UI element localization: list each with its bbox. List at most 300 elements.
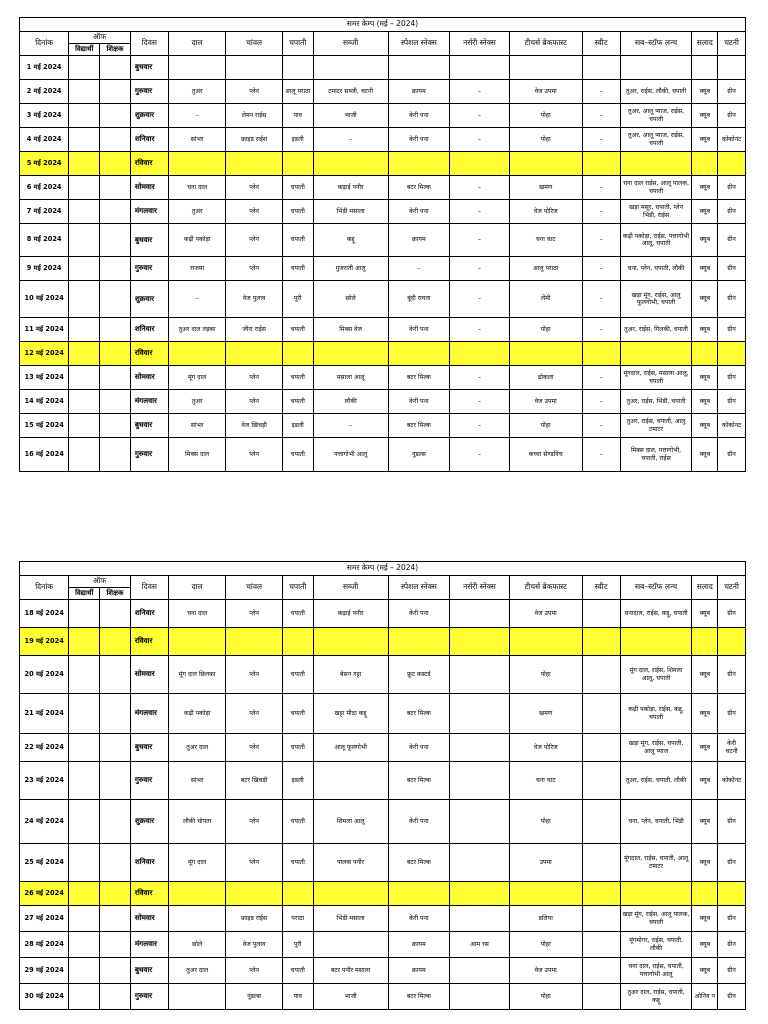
cell-chutney: ग्रीन <box>718 257 746 281</box>
header-date: दिनांक <box>20 32 69 56</box>
cell-salad: क्यूब <box>692 438 718 472</box>
cell-date: 5 मई 2024 <box>20 152 69 176</box>
cell-nursery <box>450 656 510 694</box>
header-dal: दाल <box>168 32 226 56</box>
cell-nursery: – <box>450 176 510 200</box>
cell-date: 10 मई 2024 <box>20 281 69 318</box>
cell-chapati: चपाती <box>282 600 313 628</box>
cell-chutney <box>718 56 746 80</box>
cell-special: नूडल्स <box>388 438 450 472</box>
cell-chapati: पाव <box>282 984 313 1010</box>
cell-lunch <box>620 342 692 366</box>
table-row <box>20 438 746 472</box>
cell-salad: क्यूब <box>692 281 718 318</box>
header-sweet: स्वीट <box>582 32 620 56</box>
off-teacher-cell <box>100 257 131 281</box>
cell-chawal <box>226 628 282 656</box>
off-student-cell <box>69 224 100 257</box>
cell-lunch: मूंग दाल, राईस, शिमला आलू, चपाती <box>620 656 692 694</box>
cell-day: मंगलवार <box>130 390 168 414</box>
cell-salad: क्यूब <box>692 762 718 800</box>
cell-day: रविवार <box>130 882 168 906</box>
cell-lunch: चनादाल, राईस, कद्दू, चपाती <box>620 600 692 628</box>
cell-breakfast: पोहा <box>509 656 582 694</box>
off-teacher-cell <box>100 414 131 438</box>
cell-sweet: – <box>582 318 620 342</box>
header-staff-lunch: सब–स्टॉफ लन्च <box>620 32 692 56</box>
cell-nursery <box>450 762 510 800</box>
cell-chapati: पूरी <box>282 281 313 318</box>
cell-chapati: चपाती <box>282 176 313 200</box>
cell-chutney: ग्रीन <box>718 984 746 1010</box>
title-row <box>20 562 746 576</box>
table-row <box>20 104 746 128</box>
cell-breakfast <box>509 56 582 80</box>
cell-dal <box>168 342 226 366</box>
cell-day: सोमवार <box>130 906 168 932</box>
cell-date: 7 मई 2024 <box>20 200 69 224</box>
off-teacher-cell <box>100 762 131 800</box>
header-row <box>20 576 746 588</box>
cell-special: केरी पना <box>388 318 450 342</box>
cell-breakfast: पोहा <box>509 800 582 844</box>
cell-day: शनिवार <box>130 844 168 882</box>
cell-date: 22 मई 2024 <box>20 734 69 762</box>
cell-lunch: तुअर, राईस, गिलकी, चपाती <box>620 318 692 342</box>
cell-chawal: प्लेन <box>226 366 282 390</box>
cell-chutney: ग्रीन <box>718 906 746 932</box>
cell-salad: क्यूब <box>692 694 718 734</box>
cell-nursery: – <box>450 414 510 438</box>
off-teacher-cell <box>100 152 131 176</box>
off-teacher-cell <box>100 984 131 1010</box>
cell-special: केरी पना <box>388 734 450 762</box>
off-student-cell <box>69 281 100 318</box>
cell-chutney: ग्रीन <box>718 366 746 390</box>
table-row <box>20 762 746 800</box>
cell-breakfast: वेज उपमा <box>509 958 582 984</box>
cell-day: मंगलवार <box>130 694 168 734</box>
cell-special: बटर मिल्क <box>388 762 450 800</box>
table-row <box>20 176 746 200</box>
cell-lunch: मूंगमोगर, राईस, चपाती, लौकी <box>620 932 692 958</box>
cell-chapati: चपाती <box>282 318 313 342</box>
header-nursery-snacks: नर्सरी स्नेक्स <box>450 32 510 56</box>
off-student-cell <box>69 390 100 414</box>
table-row <box>20 366 746 390</box>
cell-day: सोमवार <box>130 656 168 694</box>
cell-breakfast: वेज उपमा <box>509 600 582 628</box>
header-nursery-snacks: नर्सरी स्नेक्स <box>450 576 510 600</box>
cell-lunch <box>620 882 692 906</box>
cell-breakfast: आलु पराठा <box>509 257 582 281</box>
off-student-cell <box>69 600 100 628</box>
cell-chawal: प्लेन <box>226 176 282 200</box>
cell-dal: मिक्स दाल <box>168 438 226 472</box>
cell-chawal: प्लेन <box>226 80 282 104</box>
cell-salad <box>692 342 718 366</box>
cell-day: गुरुवार <box>130 257 168 281</box>
cell-special: बटर मिल्क <box>388 366 450 390</box>
off-teacher-cell <box>100 734 131 762</box>
cell-sabji: टमाटर सब्जी, चटनी <box>313 80 388 104</box>
cell-nursery: – <box>450 224 510 257</box>
cell-sabji <box>313 762 388 800</box>
off-student-cell <box>69 694 100 734</box>
cell-chapati: चपाती <box>282 224 313 257</box>
cell-date: 16 मई 2024 <box>20 438 69 472</box>
cell-salad: क्यूब <box>692 176 718 200</box>
cell-day: गुरुवार <box>130 984 168 1010</box>
cell-sweet <box>582 958 620 984</box>
cell-salad: क्यूब <box>692 844 718 882</box>
cell-chawal: प्लेन <box>226 694 282 734</box>
cell-nursery: – <box>450 104 510 128</box>
cell-salad: क्यूब <box>692 80 718 104</box>
cell-salad: क्यूब <box>692 656 718 694</box>
off-teacher-cell <box>100 224 131 257</box>
cell-chapati: चपाती <box>282 257 313 281</box>
header-chutney: चटनी <box>718 576 746 600</box>
cell-date: 30 मई 2024 <box>20 984 69 1010</box>
cell-lunch: खड़ा मूंग, राईस, आलु पालक, चपाती <box>620 906 692 932</box>
off-student-cell <box>69 176 100 200</box>
off-student-cell <box>69 200 100 224</box>
cell-salad <box>692 56 718 80</box>
header-student: विद्यार्थी <box>69 44 100 56</box>
off-teacher-cell <box>100 438 131 472</box>
cell-dal: कढ़ी पकोड़ा <box>168 224 226 257</box>
cell-salad: क्यूब <box>692 906 718 932</box>
cell-lunch: तुअर, राईस, लौकी, चपाती <box>620 80 692 104</box>
cell-sabji: कढ़ाई पनीर <box>313 600 388 628</box>
table-row <box>20 600 746 628</box>
header-dal: दाल <box>168 576 226 600</box>
cell-lunch: तुअर, राईस, चपाती, आलु टमाटर <box>620 414 692 438</box>
cell-special: बटर मिल्क <box>388 984 450 1010</box>
holiday-row <box>20 628 746 656</box>
cell-special: केरी पना <box>388 128 450 152</box>
cell-chawal: फ्राइड राईस <box>226 128 282 152</box>
cell-date: 24 मई 2024 <box>20 800 69 844</box>
table-row <box>20 734 746 762</box>
header-student: विद्यार्थी <box>69 588 100 600</box>
cell-sweet: – <box>582 257 620 281</box>
cell-sweet: – <box>582 366 620 390</box>
cell-sabji: बेसन गट्टा <box>313 656 388 694</box>
cell-nursery <box>450 342 510 366</box>
off-student-cell <box>69 800 100 844</box>
header-teacher: शिक्षक <box>100 588 131 600</box>
cell-special: बटर मिल्क <box>388 176 450 200</box>
cell-salad <box>692 152 718 176</box>
cell-breakfast: पोहा <box>509 104 582 128</box>
cell-salad: क्यूब <box>692 224 718 257</box>
cell-nursery <box>450 694 510 734</box>
cell-sabji: कढ़ाई पनीर <box>313 176 388 200</box>
cell-dal: तुअर <box>168 390 226 414</box>
cell-chapati: चपाती <box>282 438 313 472</box>
table-row <box>20 656 746 694</box>
cell-nursery: आम रस <box>450 932 510 958</box>
cell-lunch: मिक्स दाल, पत्तागोभी, चपाती, राईस <box>620 438 692 472</box>
cell-lunch: चना दाल राईस, आलू पालक, चपाती <box>620 176 692 200</box>
cell-chutney: केरी चटनी <box>718 734 746 762</box>
off-student-cell <box>69 628 100 656</box>
cell-chapati: चपाती <box>282 734 313 762</box>
off-teacher-cell <box>100 281 131 318</box>
table-row <box>20 390 746 414</box>
off-student-cell <box>69 104 100 128</box>
cell-sweet: – <box>582 281 620 318</box>
cell-dal <box>168 906 226 932</box>
cell-chapati <box>282 56 313 80</box>
holiday-row <box>20 882 746 906</box>
cell-sweet <box>582 152 620 176</box>
cell-salad: क्यूब <box>692 128 718 152</box>
cell-day: गुरुवार <box>130 80 168 104</box>
cell-date: 8 मई 2024 <box>20 224 69 257</box>
cell-chutney: ग्रीन <box>718 104 746 128</box>
cell-special: क्रायम <box>388 932 450 958</box>
cell-chapati: चपाती <box>282 390 313 414</box>
cell-salad: क्यूब <box>692 414 718 438</box>
cell-lunch: खड़ा मसूर, चपाती, प्लेन भिंडी, राईस <box>620 200 692 224</box>
sheet-title: समर केम्प (मई – 2024) <box>20 18 746 32</box>
cell-sweet: – <box>582 438 620 472</box>
cell-dal: मूंग दाल <box>168 366 226 390</box>
cell-day: शुक्रवार <box>130 800 168 844</box>
off-teacher-cell <box>100 342 131 366</box>
table-row <box>20 56 746 80</box>
cell-breakfast: पोहा <box>509 932 582 958</box>
cell-sweet <box>582 694 620 734</box>
cell-sabji: भाजी <box>313 104 388 128</box>
table-row <box>20 128 746 152</box>
cell-breakfast: पोहा <box>509 318 582 342</box>
cell-salad: क्यूब <box>692 958 718 984</box>
cell-chutney <box>718 152 746 176</box>
cell-breakfast: लेंमी <box>509 281 582 318</box>
cell-chawal: लेमन राईस <box>226 104 282 128</box>
cell-date: 11 मई 2024 <box>20 318 69 342</box>
cell-sweet: – <box>582 200 620 224</box>
cell-breakfast: वेज पोरिज <box>509 734 582 762</box>
cell-nursery <box>450 882 510 906</box>
cell-breakfast: वेज उपमा <box>509 80 582 104</box>
cell-dal <box>168 628 226 656</box>
cell-chawal <box>226 152 282 176</box>
cell-nursery <box>450 844 510 882</box>
cell-dal <box>168 56 226 80</box>
header-chapati: चपाती <box>282 32 313 56</box>
cell-lunch: तुअर, राईस, भिंडी, चपाती <box>620 390 692 414</box>
cell-day: गुरुवार <box>130 762 168 800</box>
cell-chutney: ग्रीन <box>718 958 746 984</box>
cell-sabji <box>313 56 388 80</box>
cell-salad: क्यूब <box>692 257 718 281</box>
cell-chutney <box>718 882 746 906</box>
cell-chapati <box>282 628 313 656</box>
off-teacher-cell <box>100 104 131 128</box>
cell-day: सोमवार <box>130 366 168 390</box>
table-row <box>20 906 746 932</box>
cell-salad: क्यूब <box>692 734 718 762</box>
cell-day: बुधवार <box>130 958 168 984</box>
cell-chutney: ग्रीन <box>718 200 746 224</box>
cell-date: 25 मई 2024 <box>20 844 69 882</box>
cell-nursery: – <box>450 281 510 318</box>
table-row <box>20 844 746 882</box>
cell-lunch: तुअर, राईस, चपाती, लौकी <box>620 762 692 800</box>
cell-date: 20 मई 2024 <box>20 656 69 694</box>
table-row <box>20 200 746 224</box>
cell-breakfast: चना चाट <box>509 762 582 800</box>
cell-special: बटर मिल्क <box>388 844 450 882</box>
cell-breakfast: कच्चा सेण्डविच <box>509 438 582 472</box>
cell-dal: सांभर <box>168 414 226 438</box>
cell-chawal: प्लेन <box>226 844 282 882</box>
cell-sweet <box>582 600 620 628</box>
off-student-cell <box>69 128 100 152</box>
cell-special: बटर मिल्क <box>388 414 450 438</box>
cell-chawal <box>226 56 282 80</box>
off-teacher-cell <box>100 958 131 984</box>
cell-sweet: – <box>582 128 620 152</box>
cell-date: 3 मई 2024 <box>20 104 69 128</box>
cell-dal <box>168 984 226 1010</box>
cell-chutney: ग्रीन <box>718 932 746 958</box>
cell-salad: क्यूब <box>692 390 718 414</box>
off-teacher-cell <box>100 844 131 882</box>
off-student-cell <box>69 438 100 472</box>
cell-date: 2 मई 2024 <box>20 80 69 104</box>
cell-lunch: चना, प्लेन, चपाती, लौकी <box>620 257 692 281</box>
off-student-cell <box>69 932 100 958</box>
off-teacher-cell <box>100 56 131 80</box>
cell-chutney: कोकोनट <box>718 128 746 152</box>
cell-sabji <box>313 628 388 656</box>
cell-salad <box>692 628 718 656</box>
header-staff-lunch: सब–स्टॉफ लन्च <box>620 576 692 600</box>
cell-special: क्रायम <box>388 80 450 104</box>
cell-nursery <box>450 958 510 984</box>
cell-dal: चना दाल <box>168 176 226 200</box>
cell-lunch: चना दाल, राईस, चपाती, पत्तागोभी आलू <box>620 958 692 984</box>
table-row <box>20 800 746 844</box>
cell-day: शुक्रवार <box>130 281 168 318</box>
cell-lunch <box>620 152 692 176</box>
cell-day: शनिवार <box>130 600 168 628</box>
cell-breakfast: खमण <box>509 694 582 734</box>
cell-special: केरी पना <box>388 800 450 844</box>
cell-dal: – <box>168 281 226 318</box>
cell-day: मंगलवार <box>130 932 168 958</box>
cell-sweet <box>582 734 620 762</box>
cell-lunch <box>620 628 692 656</box>
cell-lunch: कढ़ी पकोड़ा, राईस, कद्दू, चपाती <box>620 694 692 734</box>
off-teacher-cell <box>100 390 131 414</box>
cell-chawal: प्लेन <box>226 958 282 984</box>
cell-chutney: ग्रीन <box>718 318 746 342</box>
cell-sabji: मसाला आलू <box>313 366 388 390</box>
off-teacher-cell <box>100 628 131 656</box>
cell-date: 4 मई 2024 <box>20 128 69 152</box>
cell-sabji: – <box>313 128 388 152</box>
cell-date: 26 मई 2024 <box>20 882 69 906</box>
cell-special: क्रायम <box>388 958 450 984</box>
cell-sabji: भिंडी मसाला <box>313 200 388 224</box>
cell-salad: ओनिय न <box>692 984 718 1010</box>
cell-nursery: – <box>450 438 510 472</box>
sheet-title: समर केम्प (मई – 2024) <box>20 562 746 576</box>
cell-chawal: प्लेन <box>226 438 282 472</box>
cell-date: 29 मई 2024 <box>20 958 69 984</box>
cell-nursery: – <box>450 200 510 224</box>
header-sabji: सब्जी <box>313 32 388 56</box>
cell-sweet <box>582 342 620 366</box>
cell-chutney <box>718 628 746 656</box>
cell-chutney: कोकोनट <box>718 762 746 800</box>
cell-special: क्रायम <box>388 224 450 257</box>
cell-sabji: आलू फूलगोभी <box>313 734 388 762</box>
cell-special: केरी पना <box>388 600 450 628</box>
cell-date: 1 मई 2024 <box>20 56 69 80</box>
off-student-cell <box>69 844 100 882</box>
cell-breakfast: खमण <box>509 176 582 200</box>
cell-dal: लौकी चोपता <box>168 800 226 844</box>
cell-sabji <box>313 882 388 906</box>
cell-salad: क्यूब <box>692 200 718 224</box>
cell-nursery <box>450 800 510 844</box>
cell-dal <box>168 882 226 906</box>
off-teacher-cell <box>100 694 131 734</box>
cell-day: मंगलवार <box>130 200 168 224</box>
cell-lunch: मूंगदाल, राईस, मसाला आलू, चपाती <box>620 366 692 390</box>
cell-nursery <box>450 906 510 932</box>
header-sweet: स्वीट <box>582 576 620 600</box>
cell-day: बुधवार <box>130 224 168 257</box>
header-sabji: सब्जी <box>313 576 388 600</box>
off-teacher-cell <box>100 128 131 152</box>
header-off: ऑफ <box>69 32 131 44</box>
title-row <box>20 18 746 32</box>
off-student-cell <box>69 762 100 800</box>
cell-date: 19 मई 2024 <box>20 628 69 656</box>
cell-nursery <box>450 628 510 656</box>
header-chapati: चपाती <box>282 576 313 600</box>
cell-nursery: – <box>450 128 510 152</box>
cell-sweet <box>582 762 620 800</box>
cell-chutney: ग्रीन <box>718 800 746 844</box>
header-salad: सलाद <box>692 576 718 600</box>
table-row <box>20 984 746 1010</box>
cell-dal: कढ़ी पकोड़ा <box>168 694 226 734</box>
off-student-cell <box>69 56 100 80</box>
cell-date: 15 मई 2024 <box>20 414 69 438</box>
off-teacher-cell <box>100 80 131 104</box>
off-student-cell <box>69 958 100 984</box>
cell-chutney: ग्रीन <box>718 656 746 694</box>
cell-chawal: प्लेन <box>226 600 282 628</box>
cell-dal: छोले <box>168 932 226 958</box>
cell-chutney: ग्रीन <box>718 438 746 472</box>
cell-chapati: आलू पराठा <box>282 80 313 104</box>
cell-day: शनिवार <box>130 128 168 152</box>
cell-salad: क्यूब <box>692 104 718 128</box>
cell-chapati: पराठा <box>282 906 313 932</box>
cell-breakfast <box>509 882 582 906</box>
